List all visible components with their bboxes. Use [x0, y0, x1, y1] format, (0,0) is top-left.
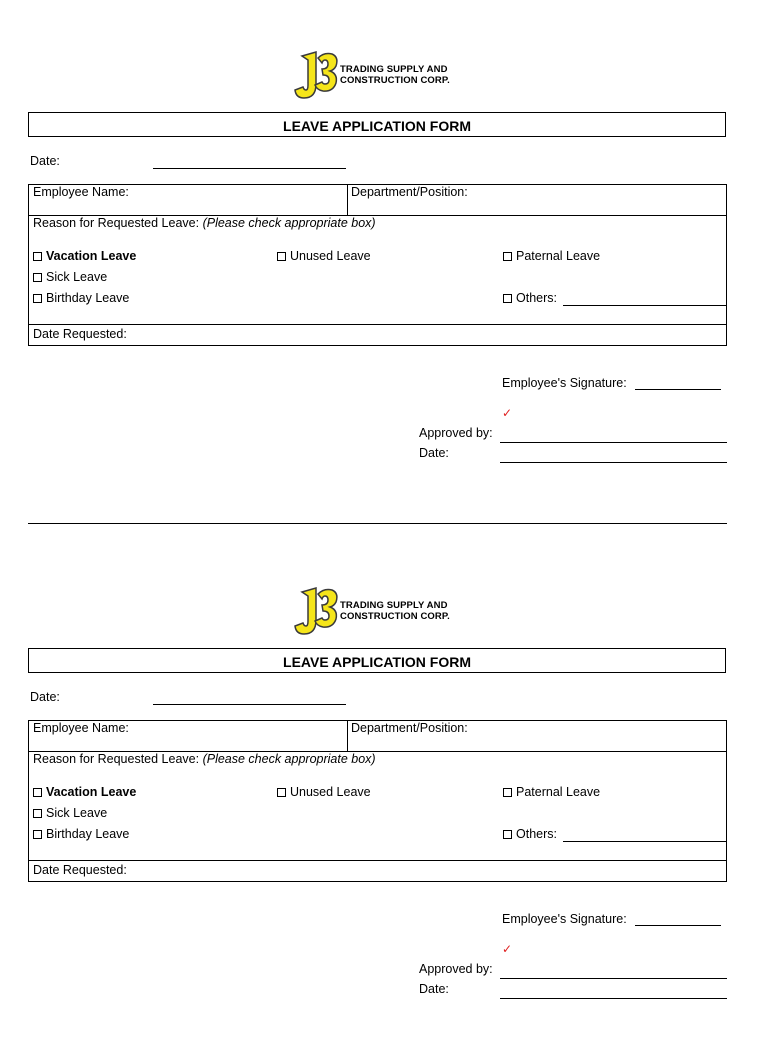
- company-name-line1: TRADING SUPPLY AND: [340, 600, 448, 611]
- option-sick-label: Sick Leave: [46, 806, 108, 820]
- others-field[interactable]: [563, 305, 727, 306]
- reason-label: [33, 752, 376, 766]
- option-unused-label: Unused Leave: [290, 249, 371, 263]
- company-name-line1: TRADING SUPPLY AND: [340, 64, 448, 75]
- column-divider: [347, 721, 348, 752]
- option-unused[interactable]: [277, 785, 371, 799]
- employee-name-label: Employee Name:: [33, 185, 129, 199]
- option-vacation-label: Vacation Leave: [46, 249, 137, 263]
- date-requested-label: Date Requested:: [33, 327, 127, 341]
- reason-label-text: Reason for Requested Leave:: [33, 216, 200, 230]
- approved-by-label: Approved by:: [419, 426, 493, 440]
- form-title-box: [28, 648, 726, 673]
- option-birthday[interactable]: [33, 827, 129, 841]
- company-name: [340, 600, 450, 622]
- approval-date-label: Date:: [419, 446, 449, 460]
- leave-details-table: [28, 720, 727, 882]
- option-others[interactable]: [503, 291, 557, 305]
- checkbox-unused[interactable]: [277, 252, 286, 261]
- option-paternal[interactable]: [503, 249, 600, 263]
- option-birthday-label: Birthday Leave: [46, 827, 130, 841]
- option-vacation[interactable]: [33, 249, 136, 263]
- option-birthday-label: Birthday Leave: [46, 291, 130, 305]
- option-others-label: Others:: [516, 291, 557, 305]
- others-field[interactable]: [563, 841, 727, 842]
- option-birthday[interactable]: [33, 291, 129, 305]
- checkbox-sick[interactable]: [33, 809, 42, 818]
- signature-label: Employee's Signature:: [502, 912, 627, 926]
- checkbox-birthday[interactable]: [33, 830, 42, 839]
- option-sick-label: Sick Leave: [46, 270, 108, 284]
- checkbox-vacation[interactable]: [33, 252, 42, 261]
- company-logo: [294, 586, 464, 638]
- check-mark-icon: ✓: [502, 942, 513, 956]
- date-label: Date:: [30, 154, 60, 168]
- approved-by-field[interactable]: [500, 978, 727, 979]
- employee-name-label: Employee Name:: [33, 721, 129, 735]
- signature-label: Employee's Signature:: [502, 376, 627, 390]
- approved-by-field[interactable]: [500, 442, 727, 443]
- option-paternal[interactable]: [503, 785, 600, 799]
- company-name-line2: CONSTRUCTION CORP.: [340, 75, 450, 86]
- company-logo: [294, 50, 464, 102]
- reason-hint: (Please check appropriate box): [202, 216, 376, 230]
- checkbox-unused[interactable]: [277, 788, 286, 797]
- reason-label: [33, 216, 376, 230]
- department-label: Department/Position:: [351, 721, 468, 735]
- row-divider: [29, 324, 726, 325]
- reason-hint: (Please check appropriate box): [202, 752, 376, 766]
- date-field[interactable]: [153, 168, 346, 169]
- option-sick[interactable]: [33, 806, 107, 820]
- reason-label-text: Reason for Requested Leave:: [33, 752, 200, 766]
- option-sick[interactable]: [33, 270, 107, 284]
- company-name-line2: CONSTRUCTION CORP.: [340, 611, 450, 622]
- checkbox-others[interactable]: [503, 294, 512, 303]
- date-label: Date:: [30, 690, 60, 704]
- approval-date-field[interactable]: [500, 462, 727, 463]
- leave-details-table: [28, 184, 727, 346]
- option-vacation-label: Vacation Leave: [46, 785, 137, 799]
- leave-form-2: [0, 536, 768, 1056]
- signature-field[interactable]: [635, 925, 721, 926]
- column-divider: [347, 185, 348, 216]
- checkbox-sick[interactable]: [33, 273, 42, 282]
- leave-form-1: [0, 0, 768, 520]
- approval-date-field[interactable]: [500, 998, 727, 999]
- option-paternal-label: Paternal Leave: [516, 249, 601, 263]
- j3-logo-icon: [294, 586, 340, 638]
- checkbox-paternal[interactable]: [503, 252, 512, 261]
- checkbox-paternal[interactable]: [503, 788, 512, 797]
- form-title-box: [28, 112, 726, 137]
- option-others-label: Others:: [516, 827, 557, 841]
- department-label: Department/Position:: [351, 185, 468, 199]
- date-field[interactable]: [153, 704, 346, 705]
- cut-line-divider: [28, 523, 727, 524]
- checkbox-others[interactable]: [503, 830, 512, 839]
- signature-field[interactable]: [635, 389, 721, 390]
- j3-logo-icon: [294, 50, 340, 102]
- option-paternal-label: Paternal Leave: [516, 785, 601, 799]
- checkbox-vacation[interactable]: [33, 788, 42, 797]
- approved-by-label: Approved by:: [419, 962, 493, 976]
- row-divider: [29, 860, 726, 861]
- form-title: LEAVE APPLICATION FORM: [283, 118, 471, 134]
- option-others[interactable]: [503, 827, 557, 841]
- option-vacation[interactable]: [33, 785, 136, 799]
- option-unused[interactable]: [277, 249, 371, 263]
- date-requested-label: Date Requested:: [33, 863, 127, 877]
- form-title: LEAVE APPLICATION FORM: [283, 654, 471, 670]
- checkbox-birthday[interactable]: [33, 294, 42, 303]
- check-mark-icon: ✓: [502, 406, 513, 420]
- approval-date-label: Date:: [419, 982, 449, 996]
- option-unused-label: Unused Leave: [290, 785, 371, 799]
- company-name: [340, 64, 450, 86]
